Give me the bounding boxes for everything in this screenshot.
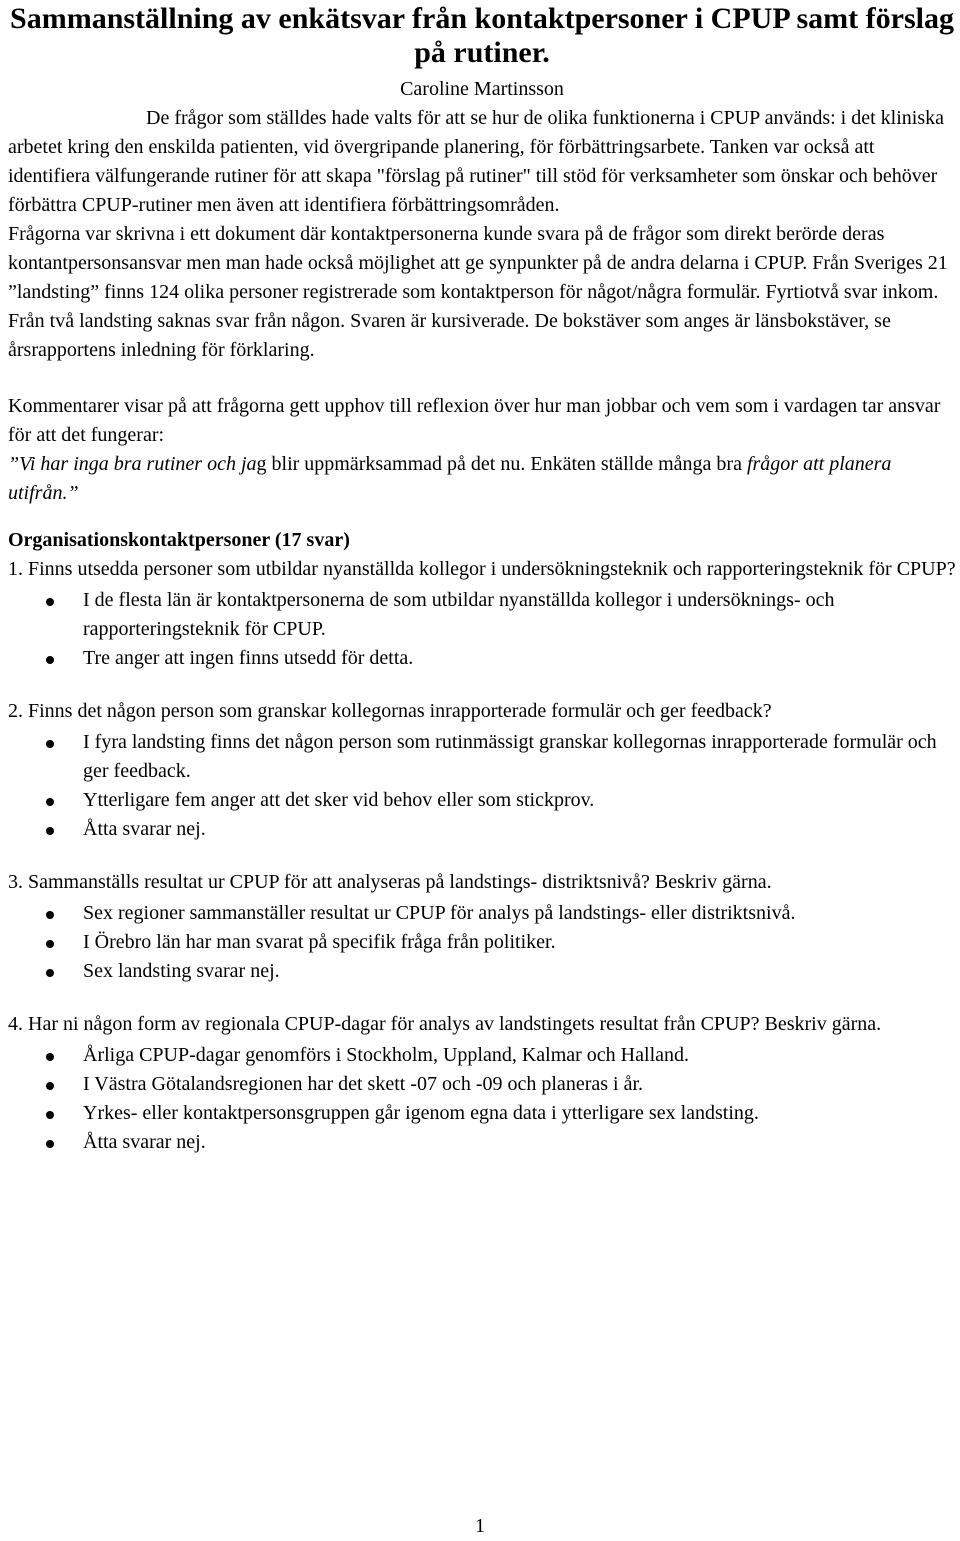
answer-item [8, 815, 956, 844]
spacer [8, 365, 956, 392]
answer-text: Sex regioner sammanställer resultat ur CPUP för analys på landstings- eller distriktsnivå. [83, 902, 796, 924]
answer-item [8, 586, 956, 644]
answer-item [8, 728, 956, 786]
author-name: Caroline Martinsson [400, 78, 564, 100]
question-text: 2. Finns det någon person som granskar kollegornas inrapporterade formulär och ger feedback? [8, 700, 772, 722]
bullet-icon [46, 798, 54, 806]
question-block [8, 1010, 956, 1157]
answer-item [8, 644, 956, 673]
comments-quote-part1: ”Vi har inga bra rutiner och ja [8, 453, 257, 475]
page-number: 1 [475, 1515, 485, 1537]
bullet-icon [46, 911, 54, 919]
answer-text: I Västra Götalandsregionen har det skett -07 och -09 och planeras i år. [83, 1073, 643, 1095]
answer-item [8, 928, 956, 957]
bullet-icon [46, 1111, 54, 1119]
question-text: 3. Sammanställs resultat ur CPUP för att analyseras på landstings- distriktsnivå? Beskriv gärna. [8, 871, 772, 893]
answer-item [8, 786, 956, 815]
bullet-icon [46, 598, 54, 606]
comments-lead: Kommentarer visar på att frågorna gett upphov till reflexion över hur man jobbar och vem som i vardagen tar ansvar för att det fungerar: [8, 395, 941, 446]
answer-text: Åtta svarar nej. [83, 1131, 206, 1153]
question-block [8, 868, 956, 986]
bullet-icon [46, 1140, 54, 1148]
bullet-icon [46, 656, 54, 664]
answer-text: Årliga CPUP-dagar genomförs i Stockholm, Uppland, Kalmar och Halland. [83, 1044, 689, 1066]
answer-text: I fyra landsting finns det någon person som rutinmässigt granskar kollegornas inrapporterade formulär och ger feedback. [83, 731, 937, 782]
answer-text: I de flesta län är kontaktpersonerna de som utbildar nyanställda kollegor i undersöknings- och rapporteringsteknik för CPUP. [83, 589, 835, 640]
bullet-icon [46, 940, 54, 948]
answer-text: I Örebro län har man svarat på specifik fråga från politiker. [83, 931, 556, 953]
answer-text: Ytterligare fem anger att det sker vid behov eller som stickprov. [83, 789, 595, 811]
bullet-icon [46, 740, 54, 748]
section-heading: Organisationskontaktpersoner (17 svar) [8, 529, 350, 551]
question-block [8, 697, 956, 844]
answer-text: Yrkes- eller kontaktpersonsgruppen går igenom egna data i ytterligare sex landsting. [83, 1102, 759, 1124]
answer-item [8, 899, 956, 928]
answer-item [8, 1070, 956, 1099]
bullet-icon [46, 827, 54, 835]
answer-item [8, 1099, 956, 1128]
comments-quote-part2: g blir uppmärksammad på det nu. Enkäten ställde många bra [256, 453, 747, 475]
answer-item [8, 1041, 956, 1070]
question-block [8, 555, 956, 673]
answer-list [8, 728, 956, 844]
answer-list [8, 1041, 956, 1157]
document-title: Sammanställning av enkätsvar från kontaktpersoner i CPUP samt förslag på rutiner. [10, 2, 954, 69]
answer-text: Sex landsting svarar nej. [83, 960, 280, 982]
comments-paragraph [8, 392, 956, 508]
intro-paragraph-2: Frågorna var skrivna i ett dokument där kontaktpersonerna kunde svara på de frågor som direkt berörde deras kontantpersonsansvar men man hade också möjlighet att ge synpunkter på de andra delarna i CPUP. Från Sveriges 21 ”landsting” finns 124 olika personer registrerade som kontaktperson för något/några formulär. Fyrtiotvå svar inkom. Från två landsting saknas svar från någon. Svaren är kursiverade. De bokstäver som anges är länsbokstäver, se årsrapportens inledning för förklaring. [8, 223, 948, 361]
questions-list [8, 555, 956, 1157]
comments-quote-part3: frågor att planera utifrån.” [8, 453, 892, 504]
question-text: 1. Finns utsedda personer som utbildar nyanställda kollegor i undersökningsteknik och rapporteringsteknik för CPUP? [8, 558, 956, 580]
bullet-icon [46, 1082, 54, 1090]
answer-text: Åtta svarar nej. [83, 818, 206, 840]
bullet-icon [46, 1053, 54, 1061]
question-text: 4. Har ni någon form av regionala CPUP-dagar för analys av landstingets resultat från CPUP? Beskriv gärna. [8, 1013, 882, 1035]
intro-paragraph-1: De frågor som ställdes hade valts för att se hur de olika funktionerna i CPUP används: i det kliniska arbetet kring den enskilda patienten, vid övergripande planering, för förbättringsarbete. Tanken var också att identifiera välfungerande rutiner för att skapa "förslag på rutiner" till stöd för verksamheter som önskar och behöver förbättra CPUP-rutiner men även att identifiera förbättringsområden. [8, 107, 944, 216]
bullet-icon [46, 969, 54, 977]
answer-text: Tre anger att ingen finns utsedd för detta. [83, 647, 414, 669]
answer-item [8, 957, 956, 986]
answer-list [8, 586, 956, 673]
answer-item [8, 1128, 956, 1157]
answer-list [8, 899, 956, 986]
